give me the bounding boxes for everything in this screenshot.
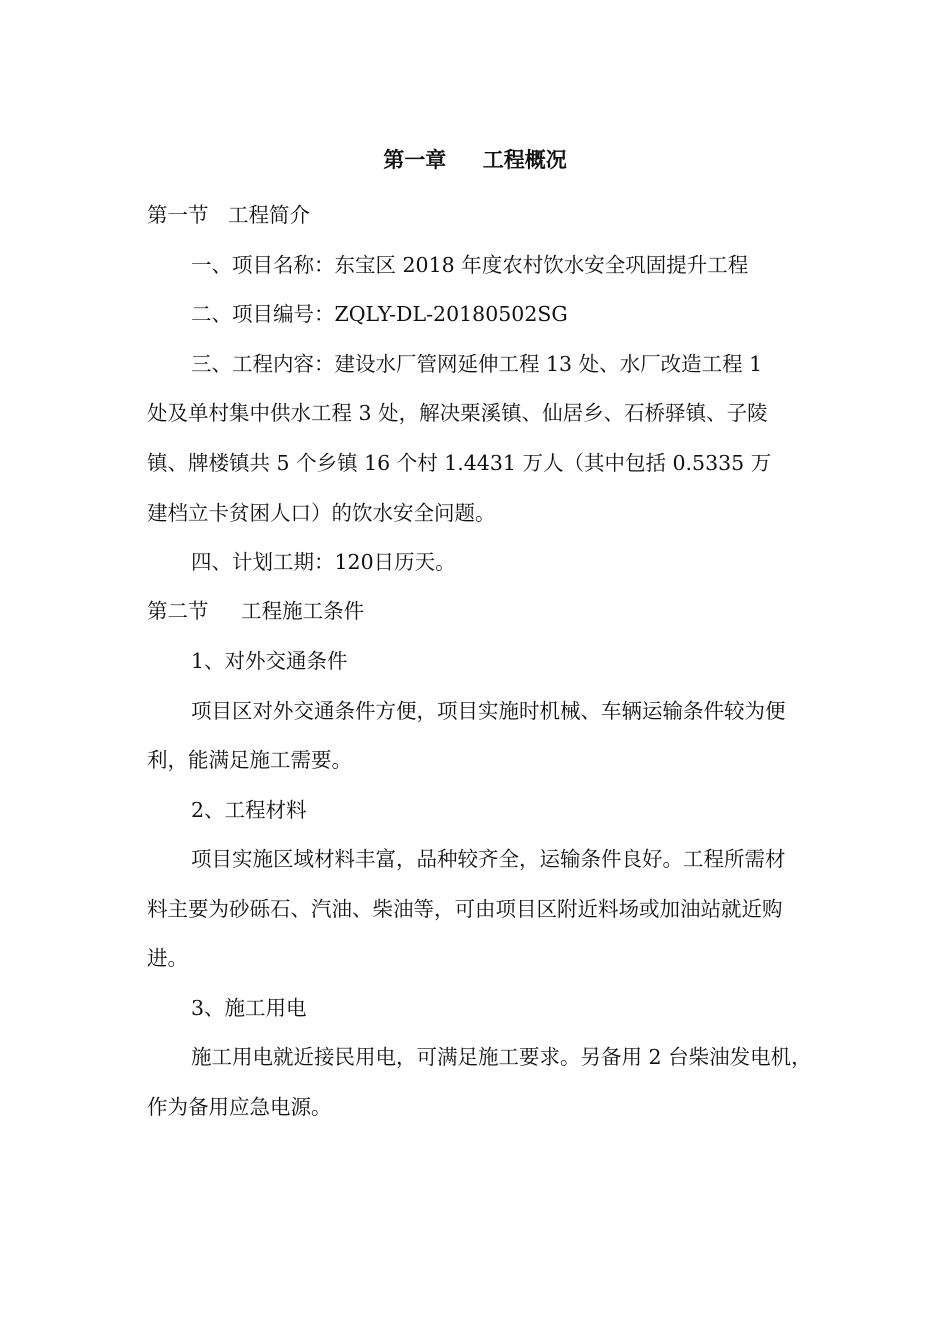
project-content-line: 镇、牌楼镇共 5 个乡镇 16 个村 1.4431 万人（其中包括 0.5335 万 — [147, 451, 772, 475]
project-code-line: 二、项目编号：ZQLY-DL-20180502SG — [191, 302, 568, 326]
traffic-heading: 1、对外交通条件 — [191, 649, 348, 673]
materials-paragraph-line: 料主要为砂砾石、汽油、柴油等，可由项目区附近料场或加油站就近购 — [147, 897, 783, 921]
materials-paragraph-line: 进。 — [147, 946, 188, 970]
materials-paragraph-line: 项目实施区域材料丰富，品种较齐全，运输条件良好。工程所需材 — [191, 847, 786, 871]
power-paragraph-line: 作为备用应急电源。 — [147, 1095, 332, 1119]
project-content-line: 建档立卡贫困人口）的饮水安全问题。 — [147, 501, 496, 525]
project-content-line: 处及单村集中供水工程 3 处，解决栗溪镇、仙居乡、石桥驿镇、子陵 — [147, 401, 768, 425]
materials-heading: 2、工程材料 — [191, 798, 307, 822]
power-heading: 3、施工用电 — [191, 996, 307, 1020]
project-content-line: 三、工程内容：建设水厂管网延伸工程 13 处、水厂改造工程 1 — [191, 352, 763, 376]
project-name-line: 一、项目名称：东宝区 2018 年度农村饮水安全巩固提升工程 — [191, 253, 749, 277]
traffic-paragraph-line: 项目区对外交通条件方便，项目实施时机械、车辆运输条件较为便 — [191, 699, 786, 723]
section-heading-project-intro: 第一节 工程简介 — [147, 203, 311, 227]
chapter-title: 第一章 工程概况 — [383, 147, 567, 172]
traffic-paragraph-line: 利，能满足施工需要。 — [147, 748, 352, 772]
schedule-line: 四、计划工期：120日历天。 — [191, 550, 456, 574]
section-heading-construction-conditions: 第二节 工程施工条件 — [147, 599, 365, 623]
power-paragraph-line: 施工用电就近接民用电，可满足施工要求。另备用 2 台柴油发电机， — [191, 1045, 812, 1069]
